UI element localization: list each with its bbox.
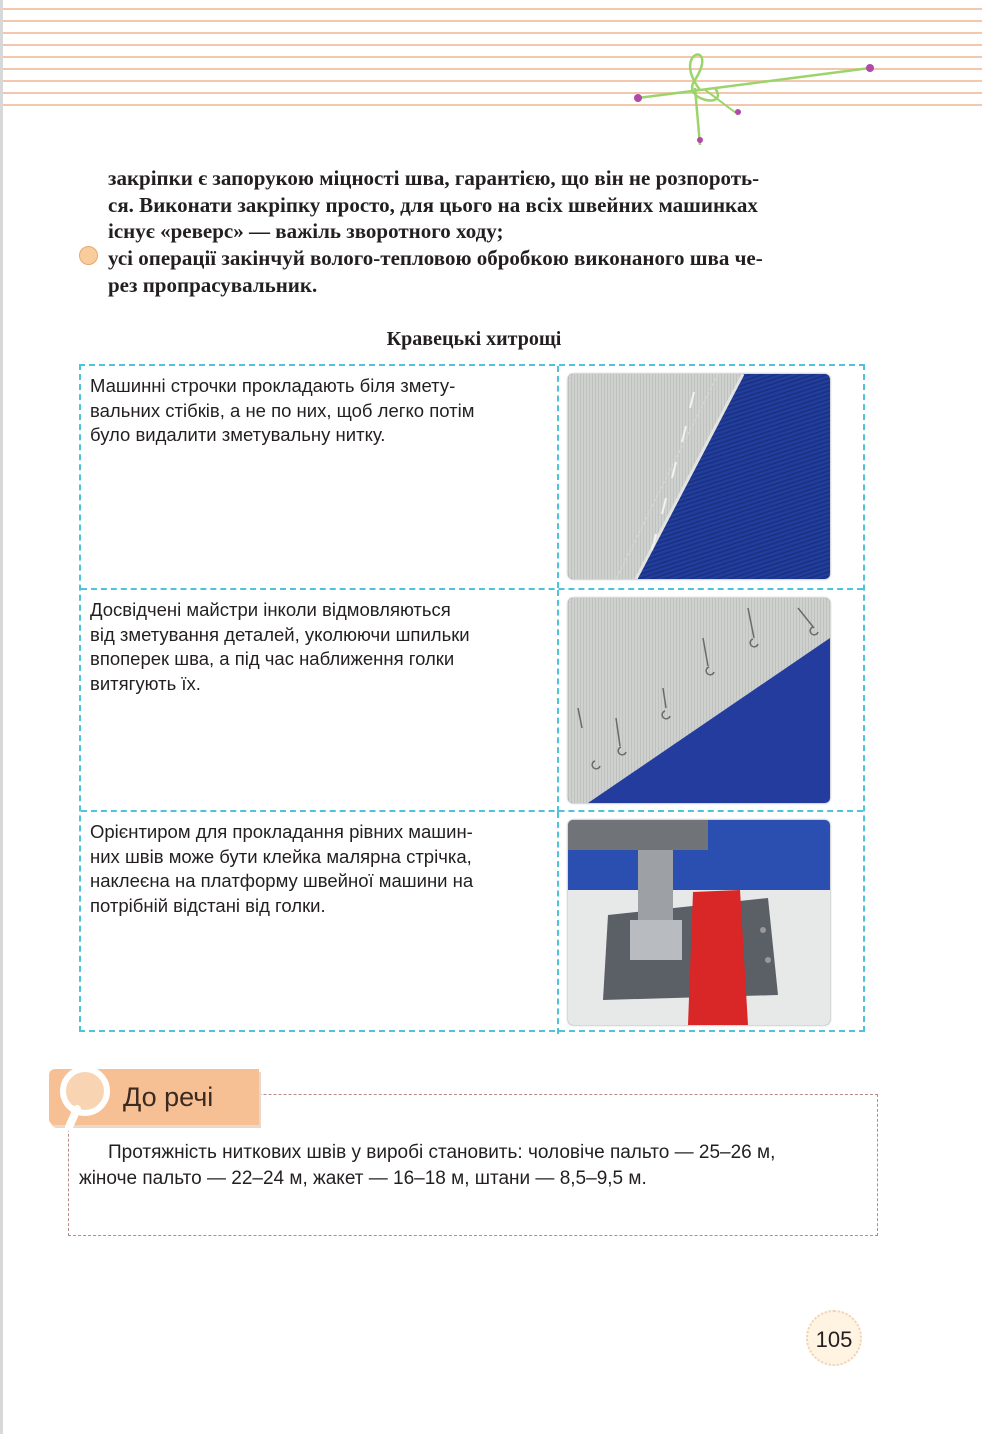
- tip-text: [90, 374, 535, 448]
- bullet-item: [108, 245, 878, 298]
- text-line: усі операції закінчуй волого-тепловою обробкою виконаного шва че-: [108, 246, 763, 270]
- text-line: них швів може бути клейка малярна стрічка,: [90, 845, 472, 867]
- text-line: вальних стібків, а не по них, щоб легко потім: [90, 399, 475, 421]
- needle-thread-icon: [600, 40, 890, 160]
- tip-text: [90, 820, 535, 918]
- text-line: наклеєна на платформу швейної машини на: [90, 870, 474, 891]
- text-line: жіноче пальто — 22–24 м, жакет — 16–18 м, штани — 8,5–9,5 м.: [79, 1168, 647, 1189]
- aside-text: [79, 1140, 874, 1192]
- text-line: впоперек шва, а під час наближення голки: [90, 648, 455, 669]
- tips-table: [79, 364, 865, 1032]
- tip-row: [81, 810, 863, 1034]
- text-line: було видалити зметувальну нитку.: [90, 424, 386, 445]
- text-line: існує «реверс» — важіль зворотного ходу;: [108, 219, 504, 243]
- aside-tab: [49, 1069, 259, 1125]
- text-line: ся. Виконати закріпку просто, для цього на всіх швейних машинках: [108, 192, 758, 217]
- text-line: потрібній відстані від голки.: [90, 894, 326, 916]
- sewing-machine-tape-photo: [568, 820, 830, 1025]
- aside-title: До речі: [123, 1082, 214, 1112]
- intro-paragraph: [108, 165, 878, 245]
- text-line: від зметування деталей, уколюючи шпильки: [90, 623, 470, 645]
- page-number-badge: [806, 1310, 862, 1366]
- tip-text: [90, 598, 535, 696]
- page-number: 105: [815, 1327, 853, 1352]
- text-line: Протяжність ниткових швів у виробі становить: чоловіче пальто — 25–26 м,: [108, 1142, 776, 1163]
- section-title: Кравецькі хитрощі: [386, 328, 562, 350]
- text-line: Орієнтиром для прокладання рівних машин-: [90, 821, 473, 842]
- pins-across-seam-photo: [568, 598, 830, 803]
- text-line: рез пропрасувальник.: [108, 272, 318, 297]
- tip-row: [81, 366, 863, 588]
- basting-stitches-photo: [568, 374, 830, 579]
- text-line: Досвідчені майстри інколи відмовляються: [90, 599, 451, 620]
- magnifier-icon: [55, 1065, 115, 1131]
- bullet-marker: [79, 246, 98, 265]
- text-line: закріпки є запорукою міцності шва, гарантією, що він не розпороть-: [108, 166, 760, 190]
- text-line: Машинні строчки прокладають біля змету-: [90, 375, 456, 396]
- text-line: витягують їх.: [90, 672, 201, 694]
- page-edge: [0, 0, 3, 1434]
- tip-row: [81, 588, 863, 812]
